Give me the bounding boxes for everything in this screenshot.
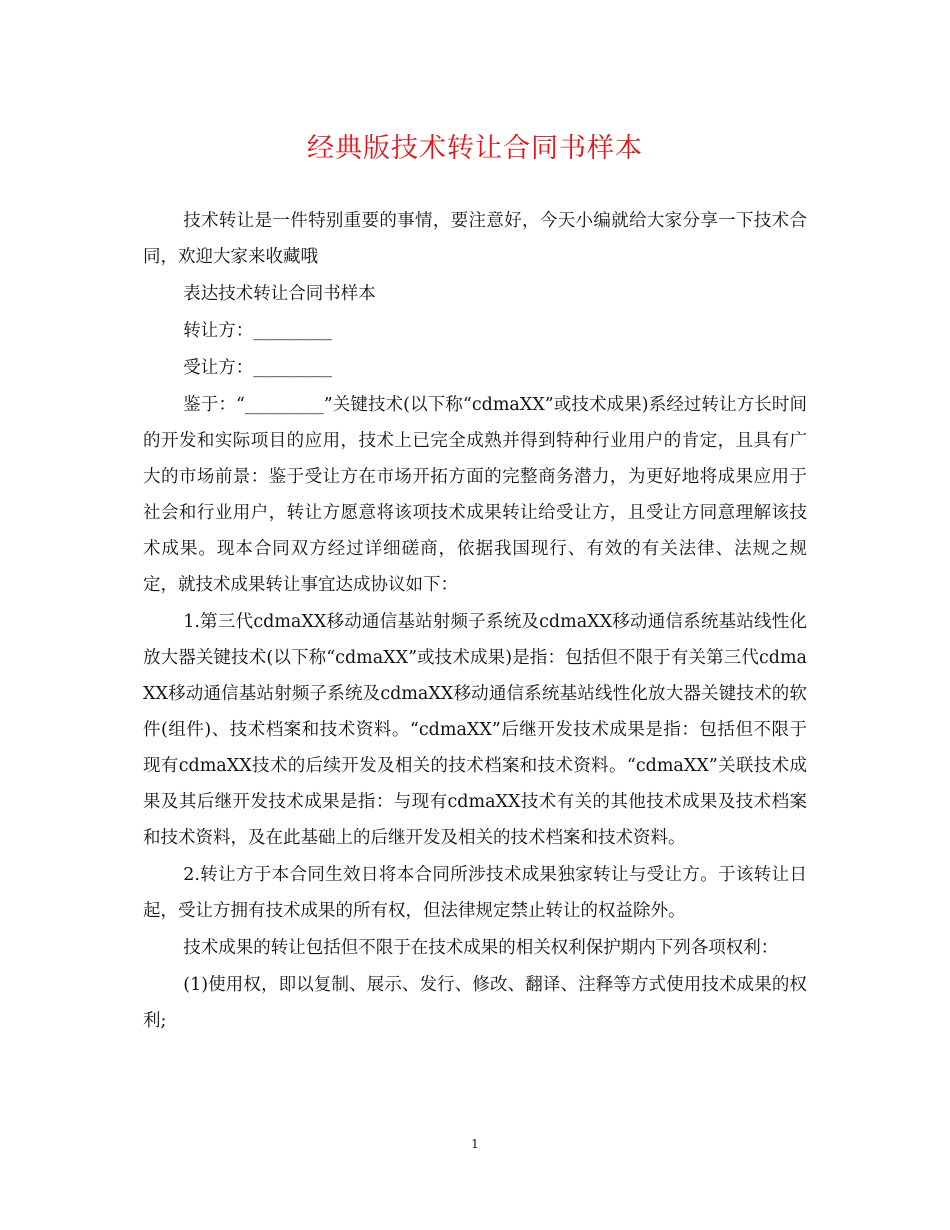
subtitle-paragraph: 表达技术转让合同书样本 bbox=[183, 284, 376, 304]
right-1-paragraph: (1)使用权，即以复制、展示、发行、修改、翻译、注释等方式使用技术成果的权利; bbox=[143, 975, 807, 1031]
transferee-line: 受让方：_________ bbox=[183, 358, 332, 378]
rights-intro-paragraph: 技术成果的转让包括但不限于在技术成果的相关权利保护期内下列各项权利： bbox=[183, 938, 779, 958]
intro-paragraph: 技术转让是一件特别重要的事情，要注意好，今天小编就给大家分享一下技术合同，欢迎大家来收藏哦 bbox=[143, 211, 807, 267]
clause-1-paragraph: 1.第三代cdmaXX移动通信基站射频子系统及cdmaXX移动通信系统基站线性化放大器关键技术(以下称“cdmaXX”或技术成果)是指：包括但不限于有关第三代cdmaXX移动通信基站射频子系统及cdmaXX移动通信系统基站线性化放大器关键技术的软件(组件)、技术档案和技术资料。“cdmaXX”后继开发技术成果是指：包括但不限于现有cdmaXX技术的后续开发及相关的技术档案和技术资料。“cdmaXX”关联技术成果及其后继开发技术成果是指：与现有cdmaXX技术有关的其他技术成果及技术档案和技术资料，及在此基础上的后继开发及相关的技术档案和技术资料。 bbox=[143, 612, 807, 848]
transferor-line: 转让方：_________ bbox=[183, 321, 332, 341]
recital-paragraph: 鉴于：“_________”关键技术(以下称“cdmaXX”或技术成果)系经过转让方长时间的开发和实际项目的应用，技术上已完全成熟并得到特种行业用户的肯定，且具有广大的市场前景：鉴于受让方在市场开拓方面的完整商务潜力，为更好地将成果应用于社会和行业用户，转让方愿意将该项技术成果转让给受让方，且受让方同意理解该技术成果。现本合同双方经过详细磋商，依据我国现行、有效的有关法律、法规之规定，就技术成果转让事宜达成协议如下： bbox=[143, 395, 807, 595]
document-title: 经典版技术转让合同书样本 bbox=[307, 133, 643, 164]
clause-2-paragraph: 2.转让方于本合同生效日将本合同所涉技术成果独家转让与受让方。于该转让日起，受让方拥有技术成果的所有权，但法律规定禁止转让的权益除外。 bbox=[143, 865, 807, 921]
document-body bbox=[143, 203, 807, 1040]
page-number: 1 bbox=[471, 1137, 479, 1151]
